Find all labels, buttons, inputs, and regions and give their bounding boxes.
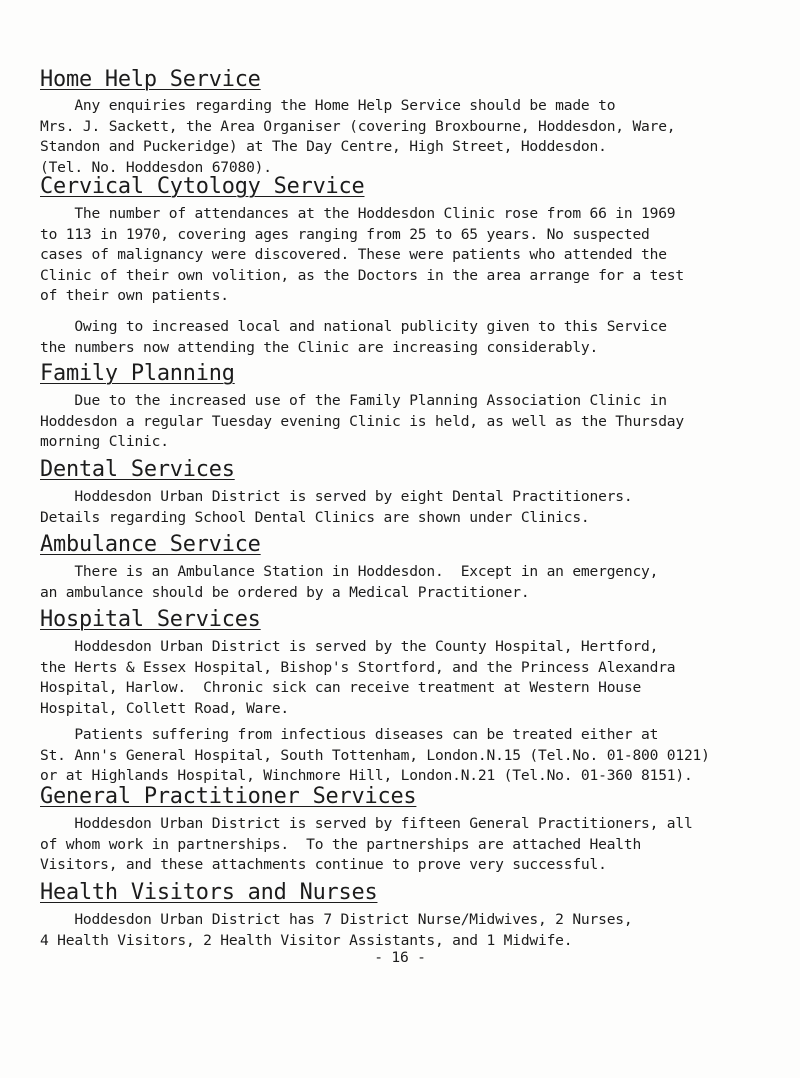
paragraph: Hoddesdon Urban District has 7 District Nurse/Midwives, 2 Nurses, 4 Health Visitors, 2 Health Visitor Assistants, and 1 Midwife. <box>40 911 633 949</box>
section-heading-home-help: Home Help Service <box>40 67 261 92</box>
paragraph: Patients suffering from infectious diseases can be treated either at St. Ann's General Hospital, South Tottenham, London.N.15 (Tel.No. 01-800 0121) or at Highlands Hospital, Winchmore Hill, London.N.21 (Tel.No. 01-360 8151). <box>40 726 710 784</box>
section-heading-health-visitors: Health Visitors and Nurses <box>40 880 378 905</box>
paragraph: Hoddesdon Urban District is served by fifteen General Practitioners, all of whom work in partnerships. To the partnerships are attached Health Visitors, and these attachments continue to prove very successful. <box>40 815 693 873</box>
section-body-hospital-services <box>40 637 780 719</box>
section-body-home-help <box>40 96 780 178</box>
section-body-cervical-cytology-2 <box>40 317 780 358</box>
paragraph: Any enquiries regarding the Home Help Service should be made to Mrs. J. Sackett, the Area Organiser (covering Broxbourne, Hoddesdon, Ware, Standon and Puckeridge) at The Day Centre, High Street, Hoddesdon. (Tel. No. Hoddesdon 67080). <box>40 97 676 176</box>
section-heading-cervical-cytology: Cervical Cytology Service <box>40 174 365 199</box>
section-heading-gp-services: General Practitioner Services <box>40 784 417 809</box>
paragraph: Hoddesdon Urban District is served by the County Hospital, Hertford, the Herts & Essex Hospital, Bishop's Stortford, and the Princess Alexandra Hospital, Harlow. Chronic sick can receive treatment at Western House Hospital, Collett Road, Ware. <box>40 638 676 717</box>
paragraph: The number of attendances at the Hoddesdon Clinic rose from 66 in 1969 to 113 in 1970, covering ages ranging from 25 to 65 years. No suspected cases of malignancy were discovered. These were patients who attended the Clinic of their own volition, as the Doctors in the area arrange for a test of their own patients. <box>40 205 684 304</box>
section-body-gp-services <box>40 814 780 876</box>
section-body-cervical-cytology <box>40 204 780 307</box>
paragraph: Hoddesdon Urban District is served by eight Dental Practitioners. Details regarding School Dental Clinics are shown under Clinics. <box>40 488 633 526</box>
section-heading-ambulance-service: Ambulance Service <box>40 532 261 557</box>
section-heading-family-planning: Family Planning <box>40 361 235 386</box>
section-body-ambulance-service <box>40 562 780 603</box>
section-body-hospital-services-2 <box>40 725 780 787</box>
section-body-health-visitors <box>40 910 780 951</box>
paragraph: Due to the increased use of the Family Planning Association Clinic in Hoddesdon a regular Tuesday evening Clinic is held, as well as the Thursday morning Clinic. <box>40 392 684 450</box>
section-heading-hospital-services: Hospital Services <box>40 607 261 632</box>
paragraph: There is an Ambulance Station in Hoddesdon. Except in an emergency, an ambulance should be ordered by a Medical Practitioner. <box>40 563 659 601</box>
paragraph: Owing to increased local and national publicity given to this Service the numbers now attending the Clinic are increasing considerably. <box>40 318 667 356</box>
page-number: - 16 - <box>374 949 426 966</box>
section-body-dental-services <box>40 487 780 528</box>
section-heading-dental-services: Dental Services <box>40 457 235 482</box>
section-body-family-planning <box>40 391 780 453</box>
